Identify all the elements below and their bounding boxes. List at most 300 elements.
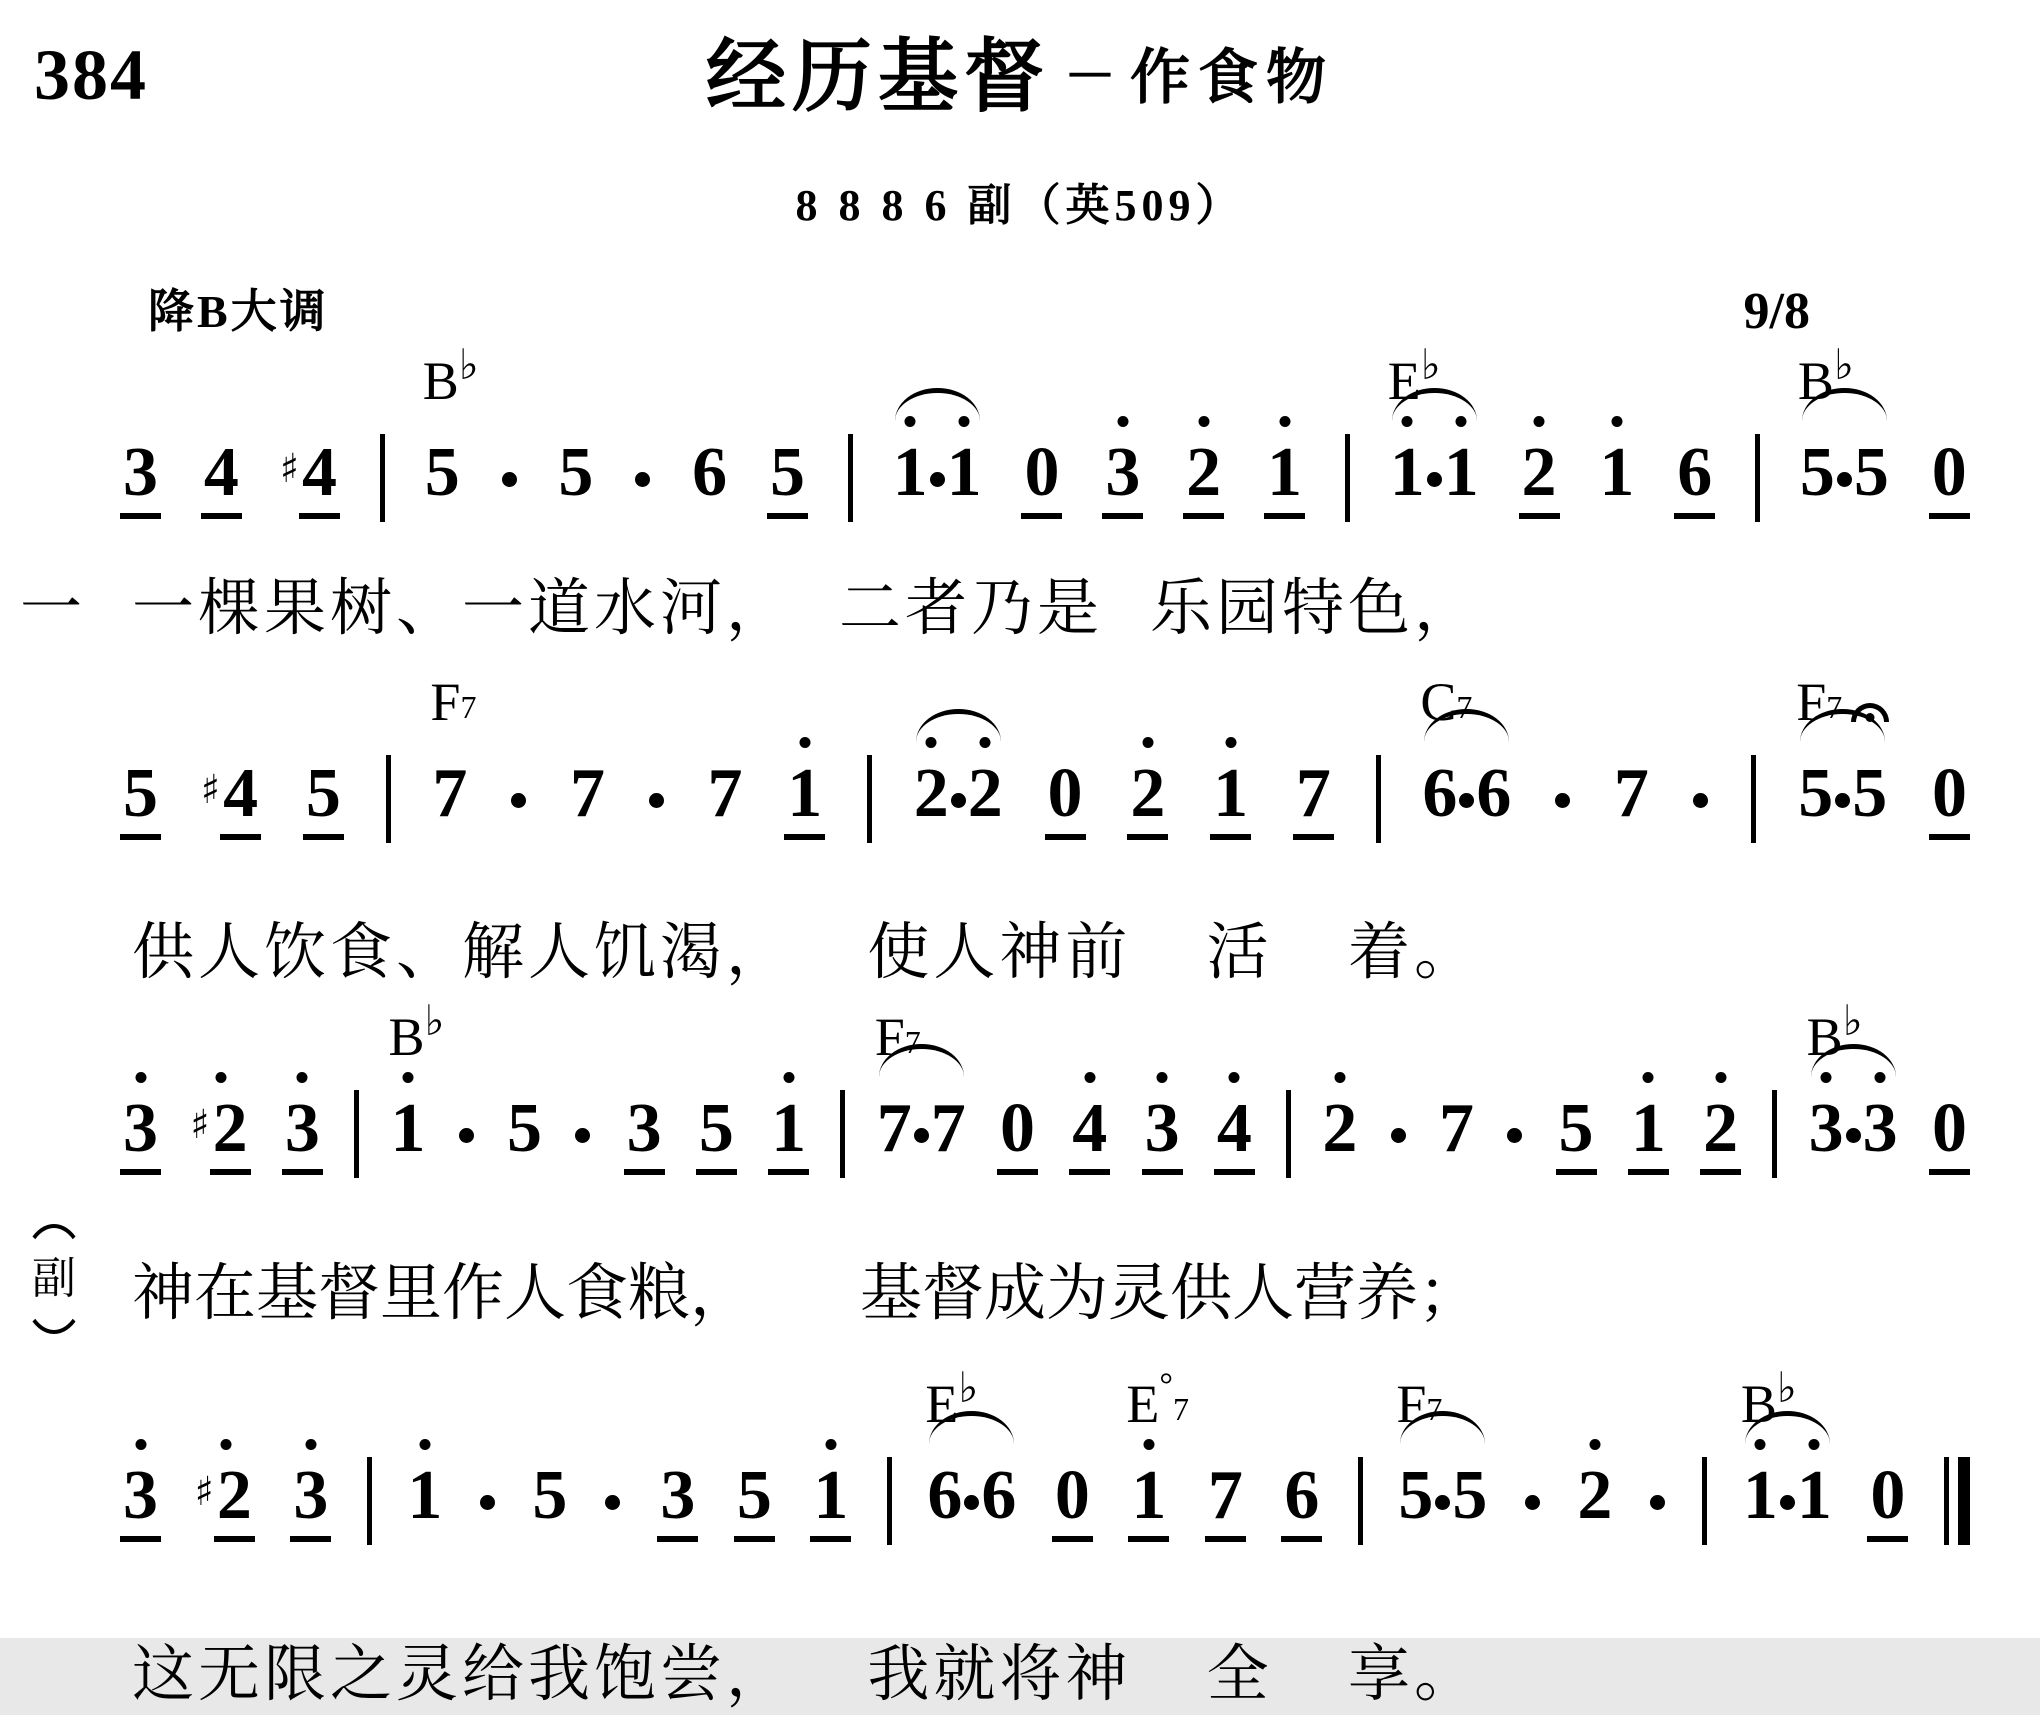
lyric-segment: 神在基督里作人食粮，: [132, 1260, 753, 1328]
lyric-segment: 二者乃是: [838, 575, 1103, 643]
note-number: 0: [1929, 759, 1970, 840]
octave-dot: [402, 1072, 413, 1083]
octave-dot: [1198, 416, 1209, 427]
note: [1674, 434, 1715, 519]
lyrics-line: [20, 1224, 1480, 1334]
octave-dot: [799, 737, 810, 748]
chord-root: F: [1396, 1374, 1427, 1434]
note-number: 5: [1398, 1457, 1434, 1534]
note-number: 2: [1519, 438, 1560, 519]
duration-dot: [502, 472, 517, 487]
barline: [354, 1090, 359, 1178]
duration-dot: [1693, 793, 1708, 808]
note: [569, 755, 605, 832]
note-number: 1: [810, 1461, 851, 1542]
slur-group: [1797, 340, 1889, 519]
note-number: 5: [1799, 434, 1835, 511]
notation-line: [120, 995, 1970, 1175]
note-number: 5: [1556, 1094, 1597, 1175]
note: [120, 434, 161, 519]
note: [120, 1457, 161, 1542]
chord-label: [925, 1363, 979, 1434]
octave-dot: [220, 1439, 231, 1450]
flat-icon: ♭: [424, 996, 445, 1045]
note: [1929, 755, 1970, 840]
note-number: 2: [1700, 1094, 1741, 1175]
note-number: 1: [1264, 438, 1305, 519]
note: [1398, 1457, 1434, 1534]
note-number: 3: [120, 1461, 161, 1542]
note-number: 7: [432, 755, 468, 832]
note-number: 1: [1796, 1457, 1832, 1534]
note: [1929, 1090, 1970, 1175]
chord-seventh: 7: [1456, 689, 1473, 725]
octave-dot: [1715, 1072, 1726, 1083]
barline: [1345, 434, 1350, 522]
duration-dot: [1555, 793, 1570, 808]
note: [930, 1090, 966, 1167]
lyric-segment: 使人神前: [867, 919, 1132, 987]
note: [657, 1457, 698, 1542]
music-system: [0, 1362, 2040, 1715]
duration-dot: [914, 1128, 929, 1143]
note: [422, 340, 479, 511]
diminished-icon: °: [1159, 1367, 1173, 1404]
note: [120, 755, 161, 840]
note-number: 1: [1128, 1461, 1169, 1542]
verse-label-circled: 副: [20, 1224, 88, 1334]
sharp-icon: ♯: [190, 1102, 210, 1148]
final-barline-thin: [1944, 1457, 1949, 1545]
slur-group: [892, 434, 982, 519]
note: [784, 755, 825, 840]
chord-label: [1740, 1363, 1797, 1434]
lyric-segments: [132, 1635, 1480, 1715]
note: [967, 755, 1003, 832]
barline: [380, 434, 385, 522]
note: [1577, 1457, 1613, 1534]
note-number: 1: [1599, 434, 1635, 511]
note-number: 3: [290, 1461, 331, 1542]
octave-dot: [783, 1072, 794, 1083]
note: [1210, 755, 1251, 840]
note-number: 0: [1929, 438, 1970, 519]
note: [1556, 1090, 1597, 1175]
note: [1205, 1457, 1246, 1542]
note-number: 0: [997, 1094, 1038, 1175]
barline: [867, 755, 872, 843]
lyric-segment: 我就将神: [867, 1641, 1132, 1709]
octave-dot: [1456, 416, 1467, 427]
duration-dot: [1525, 1495, 1540, 1510]
note: [407, 1457, 443, 1534]
note: [1628, 1090, 1669, 1175]
note: [303, 755, 344, 840]
lyrics-line: [20, 913, 1480, 993]
note: [290, 1457, 331, 1542]
note: [1052, 1457, 1093, 1542]
note: [200, 755, 261, 840]
chord-root: B: [422, 351, 459, 411]
note-number: 1: [1210, 759, 1251, 840]
note: [734, 1457, 775, 1542]
octave-dot: [1755, 1439, 1766, 1450]
note-number: 4: [220, 759, 261, 840]
flat-icon: ♭: [458, 340, 479, 389]
octave-dot: [1534, 416, 1545, 427]
note-number: 6: [1281, 1461, 1322, 1542]
music-system: [0, 995, 2040, 1334]
lyric-segment: 一棵果树、一道水河，: [132, 575, 793, 643]
octave-dot: [419, 1439, 430, 1450]
octave-dot: [1611, 416, 1622, 427]
note: [1476, 755, 1512, 832]
duration-dot: [480, 1495, 495, 1510]
duration-dot: [951, 793, 966, 808]
slur-group: [925, 1363, 1017, 1542]
note: [1214, 1090, 1255, 1175]
slur-group: [1387, 340, 1479, 519]
note: [810, 1457, 851, 1542]
note: [1519, 434, 1560, 519]
note-number: 1: [390, 1090, 426, 1167]
octave-dot: [1402, 416, 1413, 427]
octave-dot: [1809, 1439, 1820, 1450]
note: [1599, 434, 1635, 511]
chord-label: [1387, 340, 1441, 411]
chord-seventh: 7: [1172, 1391, 1189, 1427]
chord-label: [874, 1007, 921, 1067]
barline: [1286, 1090, 1291, 1178]
note: [624, 1090, 665, 1175]
chord-seventh: 7: [460, 689, 477, 725]
note: [1422, 755, 1458, 832]
note-number: 4: [201, 438, 242, 519]
fermata-icon: [1851, 703, 1889, 722]
note-number: 0: [1021, 438, 1062, 519]
note-number: 4: [1069, 1094, 1110, 1175]
octave-dot: [926, 737, 937, 748]
note-number: 2: [214, 1461, 255, 1542]
chord-root: E: [925, 1374, 959, 1434]
note: [981, 1457, 1017, 1534]
note-number: 3: [1862, 1090, 1898, 1167]
lyric-segments: [132, 1254, 1480, 1334]
slur-group: [874, 1007, 966, 1175]
note: [194, 1457, 255, 1542]
note-number: 1: [784, 759, 825, 840]
note-number: 5: [1853, 434, 1889, 511]
lyric-segment: 乐园特色，: [1149, 575, 1480, 643]
note-number: 1: [407, 1457, 443, 1534]
note-number: 5: [1452, 1457, 1488, 1534]
chord-root: B: [1806, 1007, 1843, 1067]
note-number: 7: [930, 1090, 966, 1167]
octave-dot: [305, 1439, 316, 1450]
note: [1281, 1457, 1322, 1542]
duration-dot: [1427, 472, 1442, 487]
lyric-segment: 活: [1206, 919, 1273, 987]
key-row: [148, 285, 1810, 339]
slur-group: [1740, 1363, 1832, 1542]
note: [1322, 1090, 1358, 1167]
chord-label: [1796, 672, 1843, 732]
note-number: 1: [768, 1094, 809, 1175]
octave-dot: [297, 1072, 308, 1083]
note: [1443, 434, 1479, 511]
note: [201, 434, 242, 519]
octave-dot: [1334, 1072, 1345, 1083]
note-number: 2: [210, 1094, 251, 1175]
octave-dot: [1229, 1072, 1240, 1083]
duration-dot: [1507, 1128, 1522, 1143]
barline: [367, 1457, 372, 1545]
barline: [1376, 755, 1381, 843]
octave-dot: [135, 1072, 146, 1083]
note-number: 6: [692, 434, 728, 511]
note-number: 7: [1293, 759, 1334, 840]
note-number: 5: [696, 1094, 737, 1175]
note-number: 7: [569, 755, 605, 832]
octave-dot: [1589, 1439, 1600, 1450]
hymn-number: 384: [34, 35, 148, 115]
note: [1867, 1457, 1908, 1542]
verse-label: [20, 1224, 132, 1334]
slur-group: [913, 755, 1003, 840]
note: [1389, 434, 1425, 511]
lyric-segment: 基督成为灵供人营养；: [859, 1260, 1480, 1328]
verse-label: 一: [20, 575, 83, 643]
chord-seventh: 7: [1826, 689, 1843, 725]
chord-seventh: 7: [904, 1024, 921, 1060]
chord-root: B: [1797, 351, 1834, 411]
octave-dot: [905, 416, 916, 427]
note: [558, 434, 594, 511]
music-system: [0, 339, 2040, 649]
lyric-segment: 全: [1206, 1641, 1273, 1709]
note: [1853, 434, 1889, 511]
chord-root: F: [430, 672, 461, 732]
note: [767, 434, 808, 519]
note-number: 5: [1798, 755, 1834, 832]
note: [946, 434, 982, 511]
note: [1613, 755, 1649, 832]
note: [692, 434, 728, 511]
duration-dot: [1846, 1128, 1861, 1143]
lyric-segment: 供人饮食、解人饥渴，: [132, 919, 793, 987]
notation-line: [120, 339, 1970, 519]
chord-root: E: [1387, 351, 1421, 411]
octave-dot: [1157, 1072, 1168, 1083]
note: [1438, 1090, 1474, 1167]
note: [876, 1090, 912, 1167]
note-number: 2: [913, 755, 949, 832]
chord-label: [430, 672, 477, 732]
duration-dot: [649, 793, 664, 808]
barline: [1772, 1090, 1777, 1178]
note-number: 0: [1052, 1461, 1093, 1542]
barline: [840, 1090, 845, 1178]
note: [1808, 1090, 1844, 1167]
lyrics-line: [20, 569, 1480, 649]
octave-dot: [980, 737, 991, 748]
note-number: 5: [1852, 755, 1888, 832]
flat-icon: ♭: [1842, 996, 1863, 1045]
notation-line: [120, 660, 1970, 840]
chord-label: [1126, 1367, 1189, 1434]
note-number: 7: [707, 755, 743, 832]
time-signature: 9/8: [1743, 283, 1810, 340]
duration-dot: [1837, 472, 1852, 487]
note-number: 5: [767, 438, 808, 519]
note-number: 0: [1867, 1461, 1908, 1542]
note: [1127, 755, 1168, 840]
notation-line: [120, 1362, 1970, 1542]
chord-label: [1396, 1374, 1443, 1434]
note: [532, 1457, 568, 1534]
note-number: 5: [303, 759, 344, 840]
note-number: 2: [967, 755, 1003, 832]
duration-dot: [930, 472, 945, 487]
note: [768, 1090, 809, 1175]
lyric-segment: 这无限之灵给我饱尝，: [132, 1641, 793, 1709]
octave-dot: [135, 1439, 146, 1450]
note-number: 3: [1808, 1090, 1844, 1167]
chord-label: [422, 340, 479, 411]
note: [1142, 1090, 1183, 1175]
final-barline-thick: [1958, 1457, 1970, 1545]
page-title: 经历基督: [705, 32, 1050, 121]
barline: [1358, 1457, 1363, 1545]
lyric-segments: [132, 913, 1480, 993]
note-number: 5: [120, 759, 161, 840]
note: [190, 1090, 250, 1175]
note-number: 7: [876, 1090, 912, 1167]
slur-group: [1420, 672, 1512, 840]
octave-dot: [1643, 1072, 1654, 1083]
note-number: 4: [1214, 1094, 1255, 1175]
meter-line: 8 8 8 6 副（英509）: [795, 181, 1245, 230]
chord-root: B: [1740, 1374, 1777, 1434]
chord-seventh: 7: [1426, 1391, 1443, 1427]
note-number: 2: [1127, 759, 1168, 840]
note-number: 2: [1183, 438, 1224, 519]
barline: [1755, 434, 1760, 522]
note-number: 7: [1613, 755, 1649, 832]
note: [1126, 1367, 1189, 1542]
title-row: [0, 34, 2040, 143]
note: [696, 1090, 737, 1175]
note-number: 6: [1674, 438, 1715, 519]
note-number: 3: [624, 1094, 665, 1175]
note-number: 6: [1476, 755, 1512, 832]
note: [430, 672, 477, 832]
note-number: 1: [892, 434, 928, 511]
note-number: 5: [424, 434, 460, 511]
note: [1452, 1457, 1488, 1534]
note: [120, 1090, 161, 1175]
duration-dot: [635, 472, 650, 487]
note-number: 5: [507, 1090, 543, 1167]
lyric-segments: [132, 569, 1480, 649]
duration-dot: [1391, 1128, 1406, 1143]
slur-group: [1806, 996, 1898, 1175]
note: [1929, 434, 1970, 519]
octave-dot: [1084, 1072, 1095, 1083]
octave-dot: [1875, 1072, 1886, 1083]
barline: [1702, 1457, 1707, 1545]
note-number: 3: [282, 1094, 323, 1175]
note: [1742, 1457, 1778, 1534]
barline: [887, 1457, 892, 1545]
note: [892, 434, 928, 511]
chord-root: F: [874, 1007, 905, 1067]
sharp-icon: ♯: [279, 446, 300, 492]
barline: [386, 755, 391, 843]
note: [1293, 755, 1334, 840]
note: [1700, 1090, 1741, 1175]
barline: [848, 434, 853, 522]
duration-dot: [459, 1128, 474, 1143]
note-number: 1: [1628, 1094, 1669, 1175]
note-number: 6: [1422, 755, 1458, 832]
flat-icon: ♭: [958, 1363, 979, 1412]
note-number: 3: [1142, 1094, 1183, 1175]
note: [927, 1457, 963, 1534]
note-number: 0: [1045, 759, 1086, 840]
lyric-segment: 着。: [1347, 919, 1480, 987]
note-number: 1: [946, 434, 982, 511]
note: [279, 434, 340, 519]
slur-group: [1796, 672, 1888, 840]
page-subtitle: 作食物: [1130, 44, 1334, 111]
note: [1862, 1090, 1898, 1167]
octave-dot: [1821, 1072, 1832, 1083]
note-number: 3: [1102, 438, 1143, 519]
octave-dot: [1225, 737, 1236, 748]
note: [707, 755, 743, 832]
octave-dot: [1117, 416, 1128, 427]
barline: [1751, 755, 1756, 843]
note: [388, 996, 445, 1167]
note-number: 3: [657, 1461, 698, 1542]
note: [1045, 755, 1086, 840]
chord-root: C: [1420, 672, 1457, 732]
note-number: 3: [120, 438, 161, 519]
note-number: 2: [1322, 1090, 1358, 1167]
note-number: 6: [981, 1457, 1017, 1534]
note-number: 1: [1443, 434, 1479, 511]
note: [1799, 434, 1835, 511]
duration-dot: [1435, 1495, 1450, 1510]
note: [913, 755, 949, 832]
note-number: 5: [532, 1457, 568, 1534]
note-number: 5: [734, 1461, 775, 1542]
note: [1069, 1090, 1110, 1175]
note-number: 3: [120, 1094, 161, 1175]
sharp-icon: ♯: [200, 767, 221, 813]
chord-root: B: [388, 1007, 425, 1067]
duration-dot: [605, 1495, 620, 1510]
duration-dot: [1835, 793, 1850, 808]
octave-dot: [1142, 737, 1153, 748]
octave-dot: [825, 1439, 836, 1450]
note-number: 6: [927, 1457, 963, 1534]
duration-dot: [964, 1495, 979, 1510]
note-number: 7: [1205, 1461, 1246, 1542]
octave-dot: [1143, 1439, 1154, 1450]
music-system: [0, 660, 2040, 993]
